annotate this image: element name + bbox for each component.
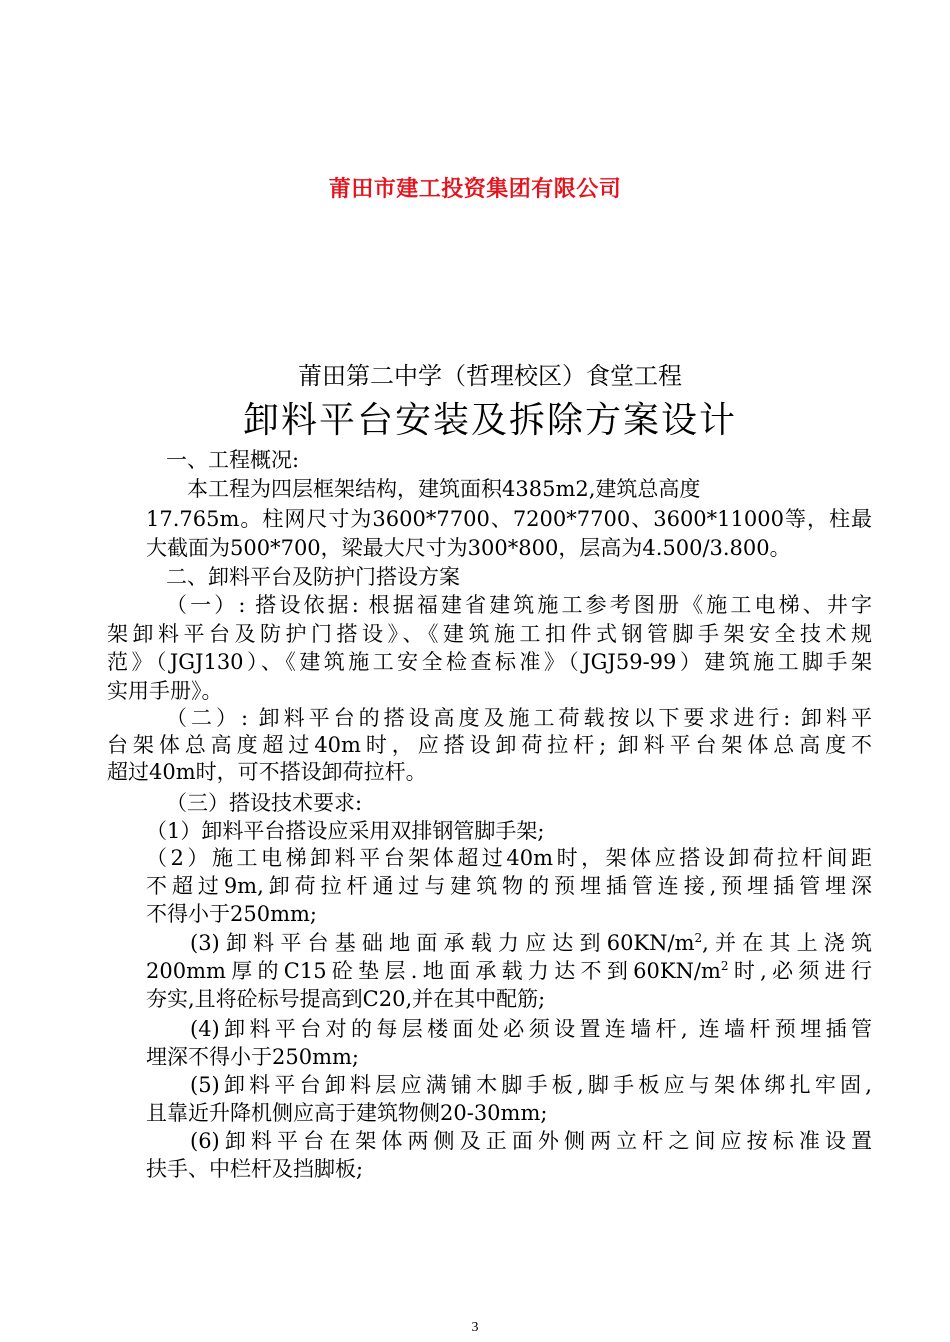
project-title: 莆田第二中学（哲理校区）食堂工程 bbox=[298, 362, 682, 390]
paragraph-line: 大截面为500*700，梁最大尺寸为300*800，层高为4.500/3.800。 bbox=[146, 536, 791, 560]
paragraph-line: 夯实,且将砼标号提高到C20,并在其中配筋; bbox=[146, 987, 546, 1011]
subsection-heading: （三）搭设技术要求: bbox=[166, 791, 363, 815]
paragraph-line: 扶手、中栏杆及挡脚板; bbox=[146, 1157, 364, 1181]
requirement-item: (4)卸料平台对的每层楼面处必须设置连墙杆, 连墙杆预埋插管 bbox=[190, 1017, 872, 1041]
company-name: 莆田市建工投资集团有限公司 bbox=[328, 177, 622, 202]
paragraph-line: 17.765m。柱网尺寸为3600*7700、7200*7700、3600*11000等，柱最 bbox=[146, 507, 872, 531]
requirement-item: (6)卸料平台在架体两侧及正面外侧两立杆之间应按标准设置 bbox=[190, 1129, 872, 1153]
requirement-item: （1）卸料平台搭设应采用双排钢管脚手架; bbox=[146, 819, 545, 843]
paragraph-line: 范》（JGJ130）、《建筑施工安全检查标准》（JGJ59-99）建筑施工脚手架 bbox=[107, 650, 872, 674]
text-span: (3)卸料平台基础地面承载力应达到60KN/m bbox=[190, 931, 695, 955]
paragraph-line: 实用手册》。 bbox=[107, 679, 223, 703]
text-span: 时,必须进行 bbox=[728, 959, 872, 983]
section-1-heading: 一、工程概况: bbox=[166, 448, 300, 472]
text-span: ,并在其上浇筑 bbox=[702, 931, 872, 955]
text-span: 200mm厚的C15砼垫层.地面承载力达不到60KN/m bbox=[146, 959, 721, 983]
paragraph-line: 埋深不得小于250mm; bbox=[146, 1045, 359, 1069]
paragraph-line: 架卸料平台及防护门搭设》、《建筑施工扣件式钢管脚手架安全技术规 bbox=[107, 622, 872, 646]
paragraph-line: 台架体总高度超过40m时，应搭设卸荷拉杆; 卸料平台架体总高度不 bbox=[107, 733, 872, 757]
page-number: 3 bbox=[471, 1320, 479, 1335]
paragraph-line: 且靠近升降机侧应高于建筑物侧20-30mm; bbox=[146, 1101, 548, 1125]
paragraph-line: 不超过9m,卸荷拉杆通过与建筑物的预埋插管连接,预埋插管埋深 bbox=[146, 874, 872, 898]
paragraph-line: （一）: 搭设依据: 根据福建省建筑施工参考图册《施工电梯、井字 bbox=[166, 593, 872, 617]
section-2-heading: 二、卸料平台及防护门搭设方案 bbox=[166, 565, 460, 589]
paragraph-line: 超过40m时，可不搭设卸荷拉杆。 bbox=[107, 760, 427, 784]
requirement-item bbox=[190, 929, 872, 957]
requirement-item: （2）施工电梯卸料平台架体超过40m时，架体应搭设卸荷拉杆间距 bbox=[146, 846, 872, 870]
document-title: 卸料平台安装及拆除方案设计 bbox=[242, 400, 737, 441]
paragraph-line: 不得小于250mm; bbox=[146, 902, 317, 926]
paragraph-line: （二）: 卸料平台的搭设高度及施工荷载按以下要求进行: 卸料平 bbox=[166, 706, 872, 730]
paragraph-line bbox=[146, 957, 872, 985]
superscript: 2 bbox=[720, 959, 729, 973]
requirement-item: (5)卸料平台卸料层应满铺木脚手板,脚手板应与架体绑扎牢固, bbox=[190, 1073, 872, 1097]
paragraph-line: 本工程为四层框架结构，建筑面积4385m2,建筑总高度 bbox=[187, 477, 701, 501]
superscript: 2 bbox=[694, 931, 703, 945]
